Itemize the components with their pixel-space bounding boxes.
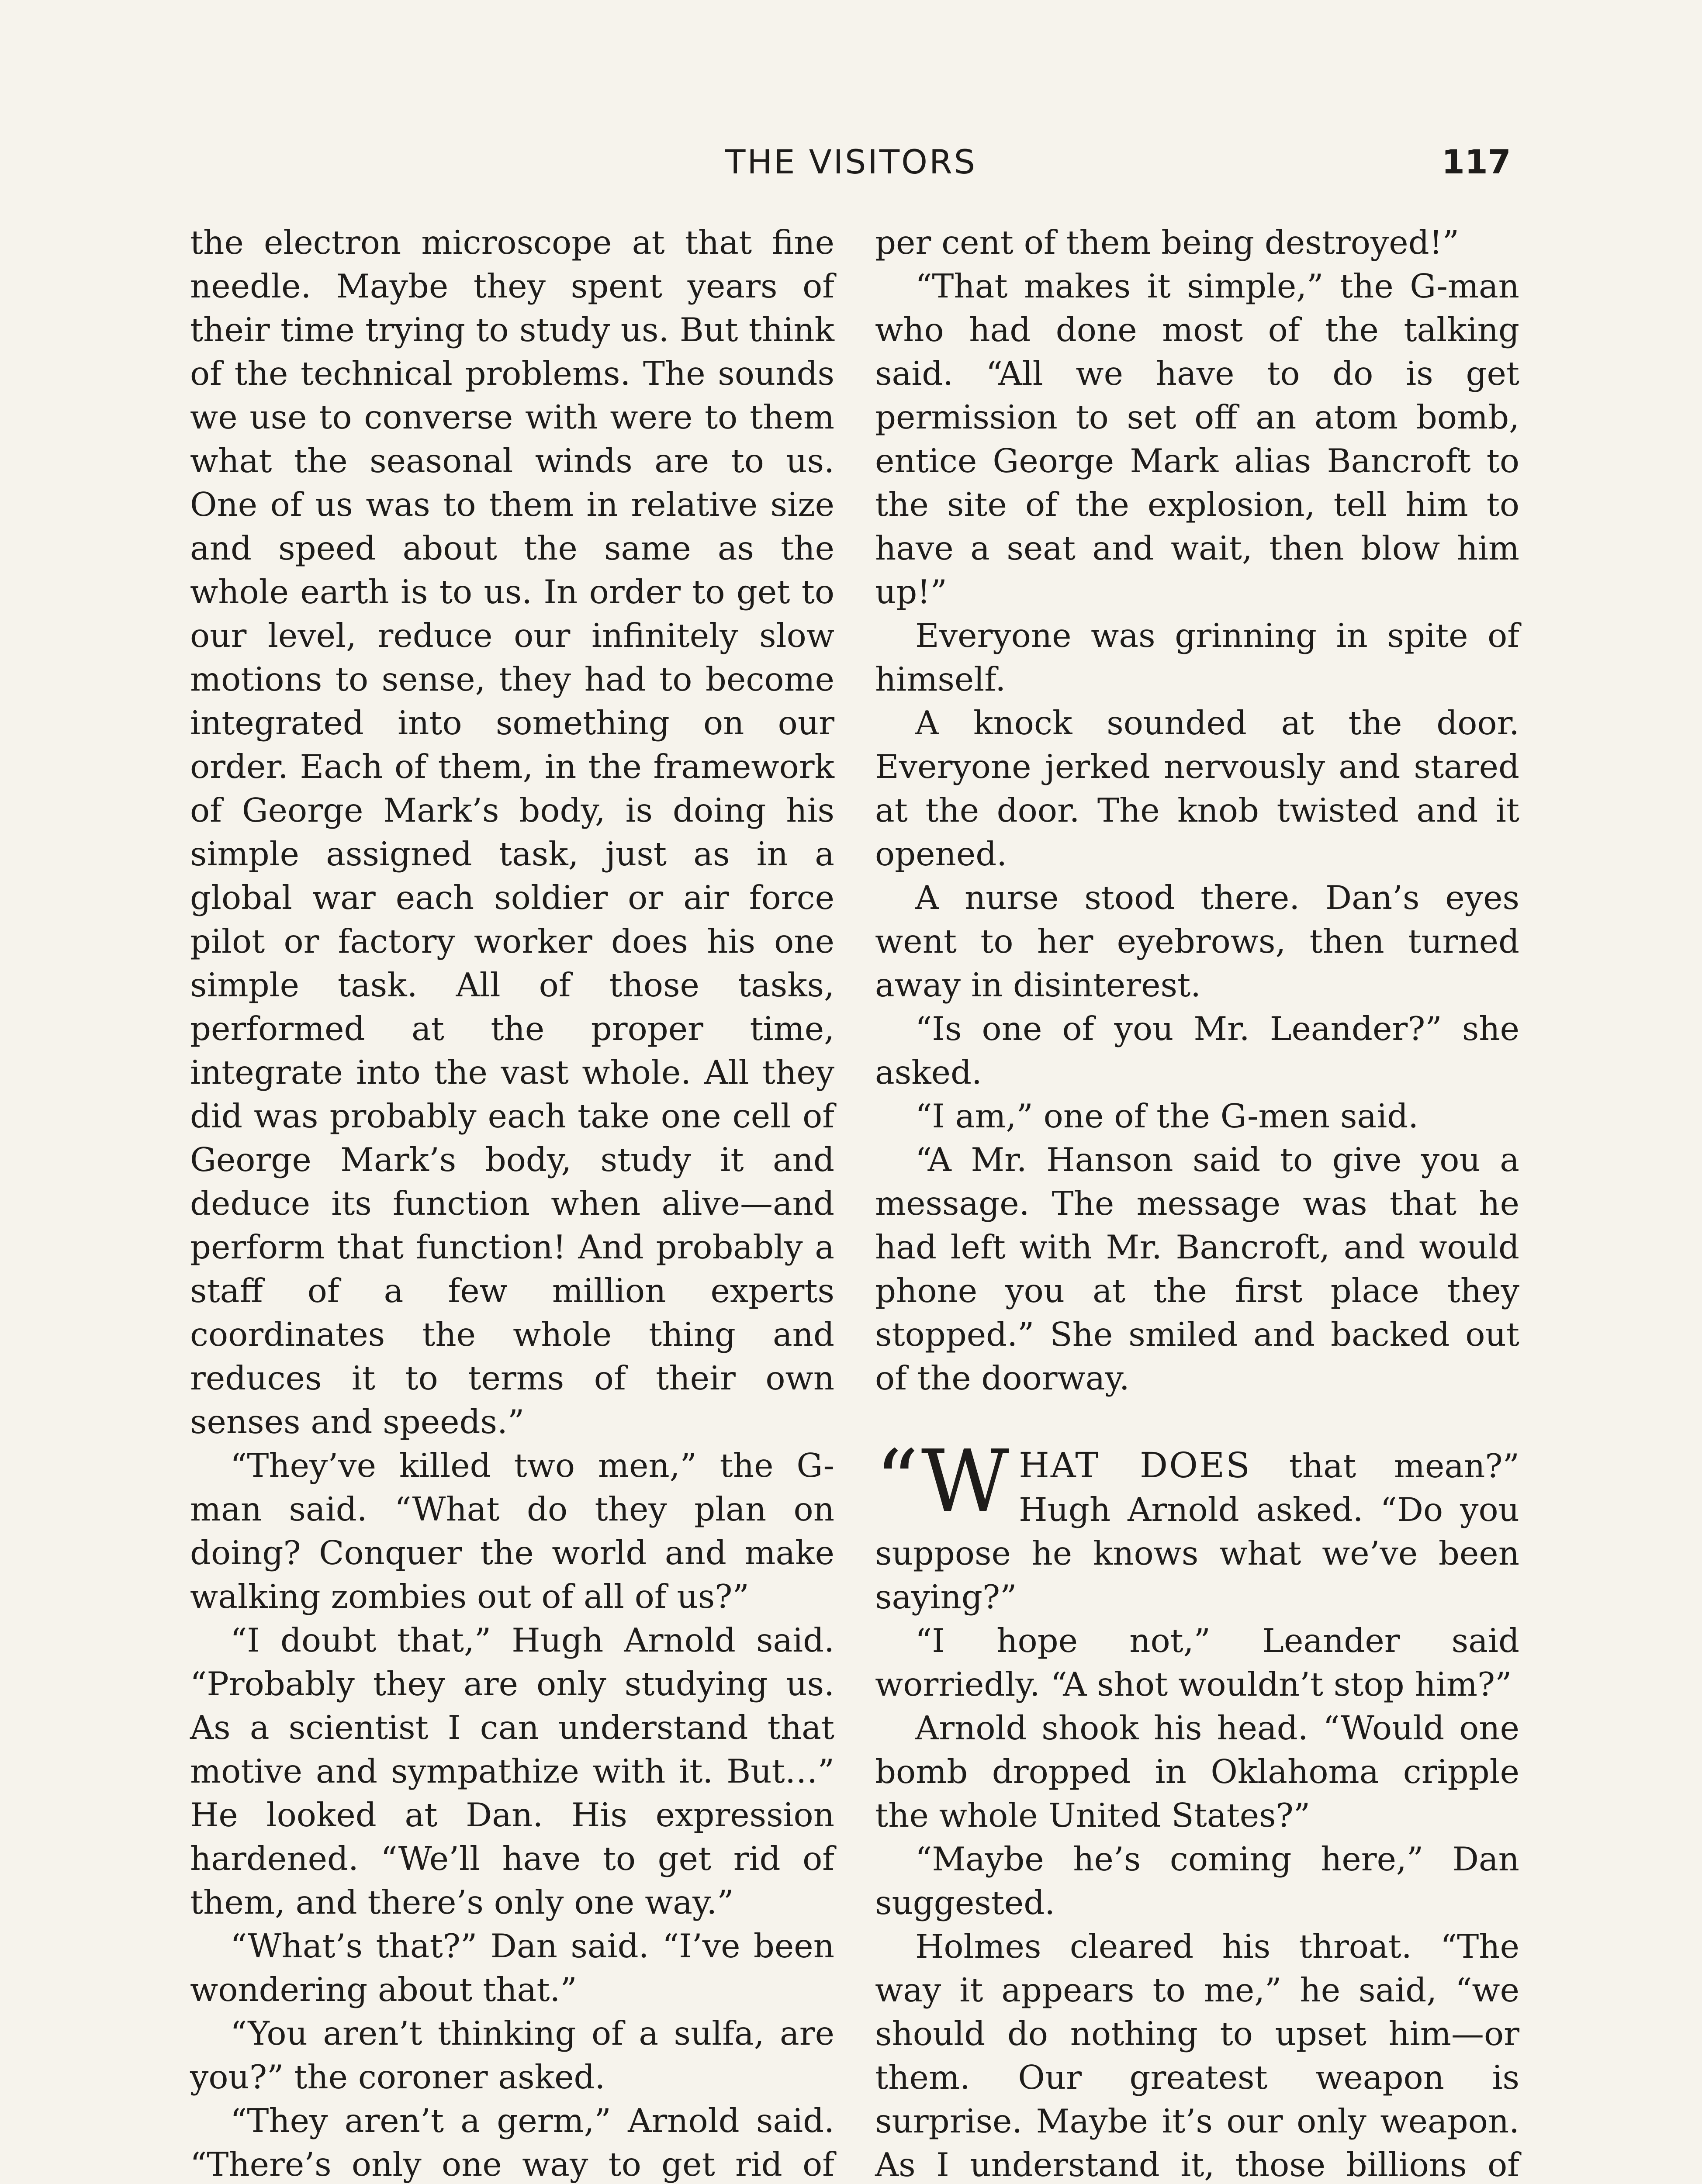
paragraph: Arnold shook his head. “Would one bomb dropped in Oklahoma cripple the whole United States?” (875, 1709, 1519, 1835)
drop-cap: “W (875, 1432, 1010, 1531)
left-column (190, 221, 834, 2184)
section-opening-paragraph (875, 1432, 1519, 1619)
opening-small-caps: HAT DOES (1019, 1445, 1251, 1486)
paragraph: “They’ve killed two men,” the G-man said. “What do they plan on doing? Conquer the world and make walking zombies out of all of us?” (190, 1446, 834, 1616)
paragraph: per cent of them being destroyed!” (875, 223, 1460, 262)
paragraph: Holmes cleared his throat. “The way it appears to me,” he said, “we should do nothing to upset him—or them. Our greatest weapon is surprise. Maybe it’s our only weapon. As I understand it, those billions of (875, 1927, 1519, 2184)
paragraph: “Maybe he’s coming here,” Dan suggested. (875, 1840, 1519, 1922)
paragraph: Everyone was grinning in spite of himself. (875, 616, 1519, 698)
paragraph: “A Mr. Hanson said to give you a message. The message was that he had left with Mr. Bancroft, and would phone you at the first place they stopped.” She smiled and backed out of the doorway. (875, 1140, 1519, 1397)
page-header (0, 138, 1702, 186)
paragraph: “I hope not,” Leander said worriedly. “A shot wouldn’t stop him?” (875, 1621, 1519, 1704)
opening-text: that mean?” Hugh Arnold asked. “Do you suppose he knows what we’ve been saying?” (875, 1447, 1519, 1616)
paragraph: A nurse stood there. Dan’s eyes went to her eyebrows, then turned away in disinterest. (875, 878, 1519, 1004)
paragraph: “That makes it simple,” the G-man who had done most of the talking said. “All we have to do is get permission to set off an atom bomb, entice George Mark alias Bancroft to the site of the explosion, tell him to have a seat and wait, then blow him up!” (875, 267, 1519, 611)
paragraph: “What’s that?” Dan said. “I’ve been wondering about that.” (190, 1927, 834, 2009)
paragraph: A knock sounded at the door. Everyone jerked nervously and stared at the door. The knob twisted and it opened. (875, 704, 1519, 873)
right-column (875, 221, 1519, 2184)
running-title: THE VISITORS (725, 142, 977, 181)
paragraph: “I am,” one of the G-men said. (915, 1097, 1419, 1135)
paragraph: the electron microscope at that fine needle. Maybe they spent years of their time trying to study us. But think of the technical problems. The sounds we use to converse with were to them what the seasonal winds are to us. One of us was to them in relative size and speed about the same as the whole earth is to us. In order to get to our level, reduce our infinitely slow motions to sense, they had to become integrated into something on our order. Each of them, in the framework of George Mark’s body, is doing his simple assigned task, just as in a global war each soldier or air force pilot or factory worker does his one simple task. All of those tasks, performed at the proper time, integrate into the vast whole. All they did was probably each take one cell of George Mark’s body, study it and deduce its function when alive—and perform that function! And probably a staff of a few million experts coordinates the whole thing and reduces it to terms of their own senses and speeds.” (190, 223, 834, 1441)
paragraph: “They aren’t a germ,” Arnold said. “There’s only one way to get rid of (190, 2101, 834, 2184)
page-number: 117 (1442, 142, 1511, 181)
paragraph: “I doubt that,” Hugh Arnold said. “Probably they are only studying us. As a scientist I can understand that motive and sympathize with it. But…” He looked at Dan. His expression hardened. “We’ll have to get rid of them, and there’s only one way.” (190, 1621, 834, 1921)
paragraph: “Is one of you Mr. Leander?” she asked. (875, 1009, 1519, 1092)
paragraph: “You aren’t thinking of a sulfa, are you?” the coroner asked. (190, 2014, 834, 2096)
